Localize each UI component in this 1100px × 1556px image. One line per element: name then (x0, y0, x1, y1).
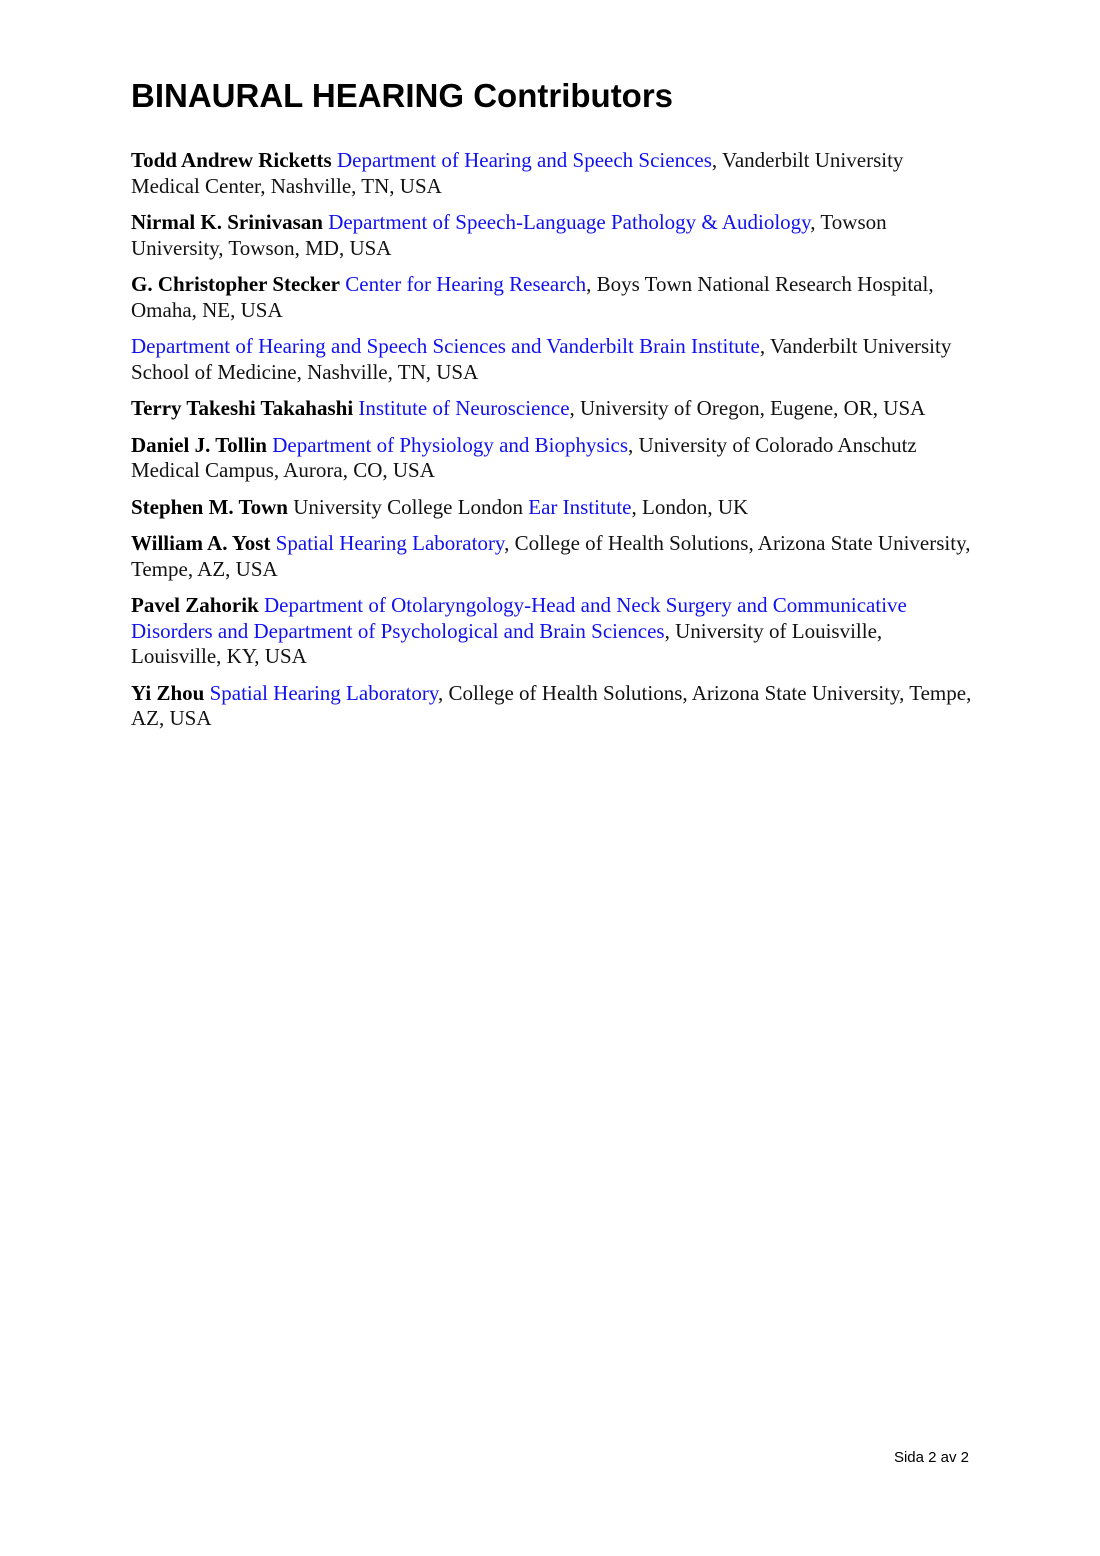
contributor-entry (131, 210, 973, 261)
contributor-name: Todd Andrew Ricketts (131, 148, 332, 172)
contributor-department-link[interactable]: Spatial Hearing Laboratory (275, 531, 505, 555)
contributor-affiliation: , Vanderbilt University School of Medicine, Nashville, TN, USA (131, 334, 952, 384)
page-title: BINAURAL HEARING Contributors (131, 77, 674, 114)
contributor-affiliation: , College of Health Solutions, Arizona State University, Tempe, AZ, USA (131, 680, 972, 730)
contributor-department-link[interactable]: Department of Hearing and Speech Sciences (336, 148, 712, 172)
contributor-affiliation: , University of Oregon, Eugene, OR, USA (569, 396, 926, 420)
contributor-entry (131, 334, 973, 385)
contributor-entry (131, 593, 973, 670)
contributor-entry (131, 681, 973, 732)
contributor-affiliation: , University of Colorado Anschutz Medical Campus, Aurora, CO, USA (131, 432, 917, 482)
page-number: Sida 2 av 2 (893, 1449, 969, 1466)
contributor-affiliation: , London, UK (631, 494, 749, 519)
contributor-entry (131, 272, 973, 323)
contributor-name: Daniel J. Tollin (131, 432, 267, 457)
contributor-entry (131, 396, 973, 422)
contributor-name: Terry Takeshi Takahashi (131, 396, 354, 420)
contributor-department-link[interactable]: Department of Speech-Language Pathology & Audiology (328, 210, 811, 234)
contributor-affiliation: , College of Health Solutions, Arizona State University, Tempe, AZ, USA (131, 531, 971, 581)
contributor-department-link[interactable]: Department of Physiology and Biophysics (272, 432, 629, 457)
contributor-affiliation: , Boys Town National Research Hospital, Omaha, NE, USA (131, 272, 934, 322)
contributor-department-link[interactable]: Department of Otolaryngology-Head and Neck Surgery and Communicative Disorders and Department of Psychological and Brain Sciences (131, 593, 907, 643)
contributor-list (131, 148, 973, 743)
contributor-entry (131, 148, 973, 199)
contributor-name: William A. Yost (131, 531, 271, 555)
contributor-institution: University College London (293, 494, 524, 519)
contributor-name: Nirmal K. Srinivasan (131, 210, 323, 234)
contributor-name: Yi Zhou (131, 680, 205, 705)
contributor-name: G. Christopher Stecker (131, 272, 341, 296)
contributor-entry (131, 433, 973, 484)
contributor-name: Stephen M. Town (131, 494, 288, 519)
contributor-department-link[interactable]: Department of Hearing and Speech Sciences and Vanderbilt Brain Institute (131, 334, 760, 358)
contributor-department-link[interactable]: Center for Hearing Research (345, 272, 587, 296)
contributor-department-link[interactable]: Spatial Hearing Laboratory (209, 680, 438, 705)
contributor-name: Pavel Zahorik (131, 593, 259, 617)
contributor-affiliation: , Vanderbilt University Medical Center, Nashville, TN, USA (131, 148, 904, 198)
contributor-entry (131, 531, 973, 582)
contributor-affiliation: , Towson University, Towson, MD, USA (131, 210, 887, 260)
contributor-department-link[interactable]: Institute of Neuroscience (358, 396, 570, 420)
contributor-entry (131, 495, 973, 521)
contributor-department-link[interactable]: Ear Institute (528, 494, 632, 519)
contributor-affiliation: , University of Louisville, Louisville, KY, USA (131, 618, 883, 668)
